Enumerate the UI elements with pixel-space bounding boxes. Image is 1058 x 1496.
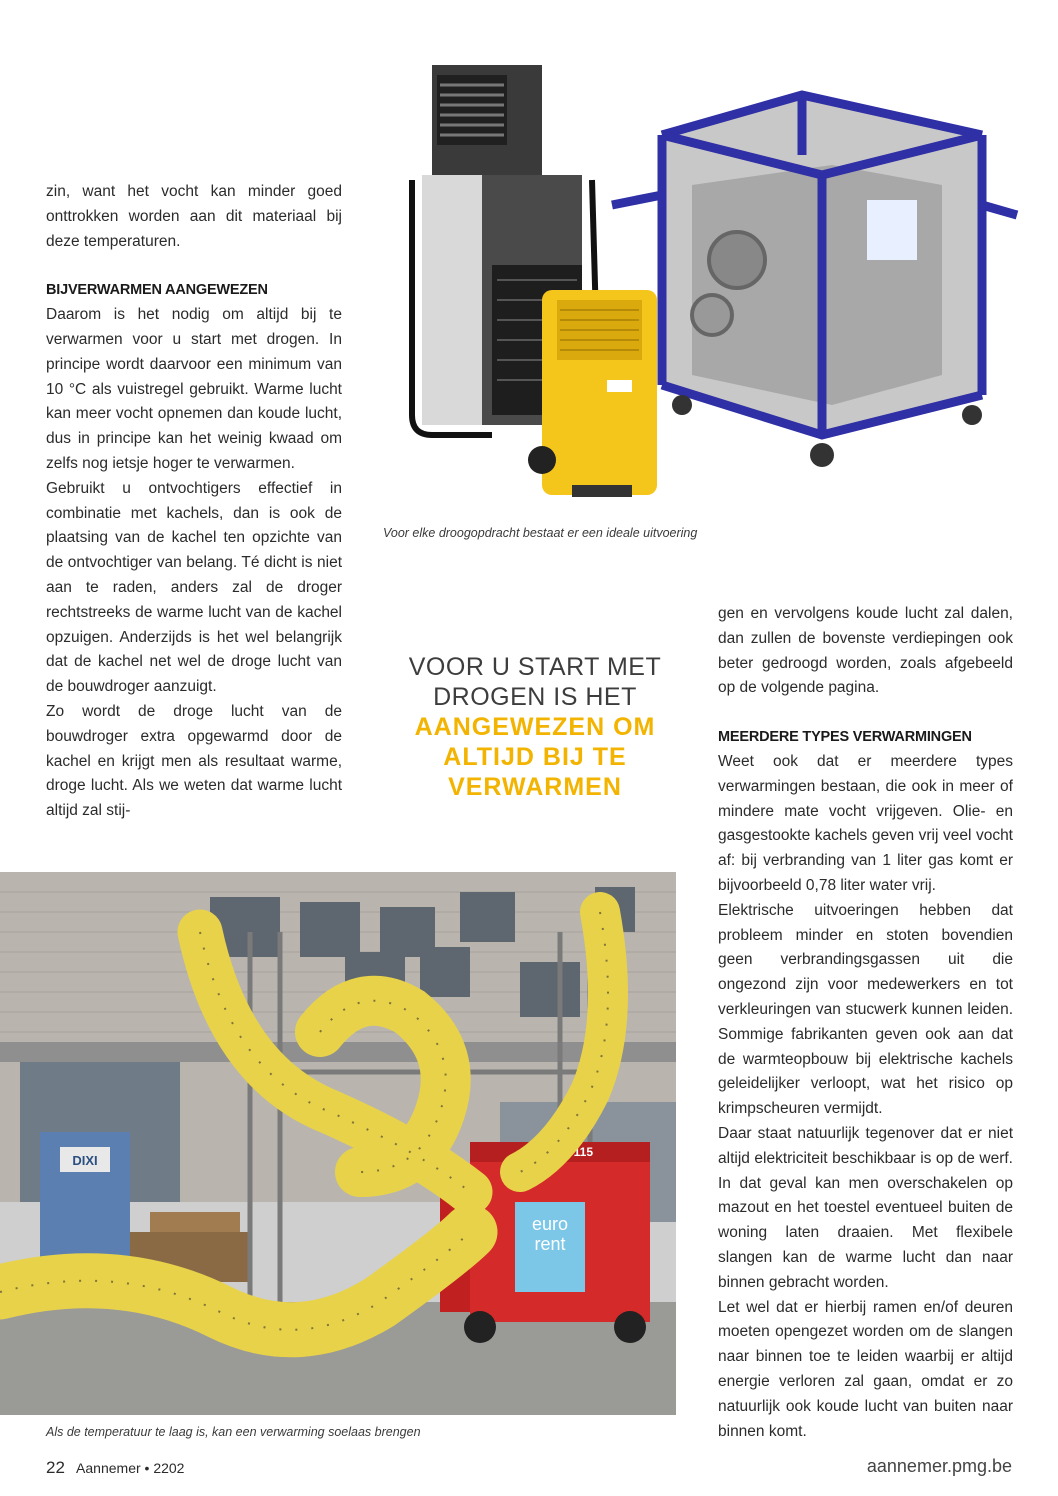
caption-bottom: Als de temperatuur te laag is, kan een verwarming soelaas brengen [46,1425,421,1439]
caption-top: Voor elke droogopdracht bestaat er een ideale uitvoering [383,526,698,540]
dryers-illustration [382,55,1022,520]
right-paragraph-1: gen en vervolgens koude lucht zal dalen, dan zullen de bovenste verdiepingen ook beter gedroogd worden, zoals afgebeeld op de volgende pagina. [718,605,1013,697]
right-paragraph-5: Let wel dat er hierbij ramen en/of deuren moeten opengezet worden om de slangen naar binnen toe te leiden waarbij er altijd energie verloren zal gaan, omdat er zo natuurlijk ook koude lucht van buiten naar binnen komt. [718,1298,1013,1440]
heading-meerdere-types: MEERDERE TYPES VERWARMINGEN [718,729,972,746]
photo-dryers [382,55,1022,520]
heater-label: JUMBO 115 [526,1145,594,1159]
left-paragraph-1: zin, want het vocht kan minder goed onttrokken worden aan dit materiaal bij deze temperaturen. [46,183,342,250]
dixi-label: DIXI [72,1153,98,1168]
eurorent-label-2: rent [534,1234,566,1254]
right-paragraph-4: Daar staat natuurlijk tegenover dat er niet altijd elektriciteit beschikbaar is op de werf. In dat geval kan men overschakelen op mazout en het toestel eventueel buiten de woning laten draaien. Met flexibele slangen kan de warme lucht dan naar binnen gebracht worden. [718,1124,1013,1291]
heading-bijverwarmen: BIJVERWARMEN AANGEWEZEN [46,282,268,299]
magazine-issue: Aannemer • 2202 [76,1460,185,1476]
pull-quote-line-3: AANGEWEZEN OM [414,713,656,741]
left-paragraph-2: Daarom is het nodig om altijd bij te verwarmen voor u start met drogen. In principe wordt daarvoor een minimum van 10 °C als vuistregel gebruikt. Warme lucht kan meer vocht opnemen dan koude lucht, dus in principe kan het weinig kwaad om zelfs nog ietsje hoger te verwarmen. [46,306,342,472]
left-paragraph-3: Gebruikt u ontvochtigers effectief in combinatie met kachels, dan is ook de plaatsing van de kachel ten opzichte van de ontvochtiger van belang. Té dicht is niet aan te raden, anders zal de droger rechtstreeks de warme lucht van de kachel opzuigen. Anderzijds is het wel belangrijk dat de kachel net wel de droge lucht van de bouwdroger aanzuigt. [46,479,342,696]
left-paragraph-4: Zo wordt de droge lucht van de bouwdroger extra opgewarmd door de kachel en krijgt men als resultaat warme, droge lucht. Als we weten dat warme lucht altijd zal stij- [46,702,342,820]
pull-quote-line-5: VERWARMEN [448,773,622,801]
pull-quote-line-2: DROGEN IS HET [433,683,637,711]
pull-quote-line-4: ALTIJD BIJ TE [443,743,627,771]
eurorent-label-1: euro [531,1214,569,1234]
photo-construction-heater [0,872,676,1415]
right-paragraph-2: Weet ook dat er meerdere types verwarmingen bestaan, die ook in meer of mindere mate vocht vrijgeven. Olie- en gasgestookte kachels geven vrij veel vocht af: bij verbranding van 1 liter gas komt er bijvoorbeeld 0,78 liter water vrij. [718,752,1013,894]
pull-quote [385,652,685,802]
pull-quote-line-1: VOOR U START MET [408,653,662,681]
footer-left [46,1458,184,1478]
footer-url[interactable]: aannemer.pmg.be [866,1456,1012,1476]
right-column [718,602,1013,1444]
page-number: 22 [46,1458,65,1477]
left-column [46,180,342,824]
right-paragraph-3: Elektrische uitvoeringen hebben dat probleem minder en stoten bovendien geen verbrandingsgassen uit die ongezond zijn voor medewerkers en tot verkleuringen van stucwerk kunnen leiden. Sommige fabrikanten geven ook aan dat de warmteopbouw bij elektrische kachels geleidelijker verloopt, wat het risico op krimpscheuren vermijdt. [718,901,1013,1118]
construction-illustration [0,872,676,1415]
